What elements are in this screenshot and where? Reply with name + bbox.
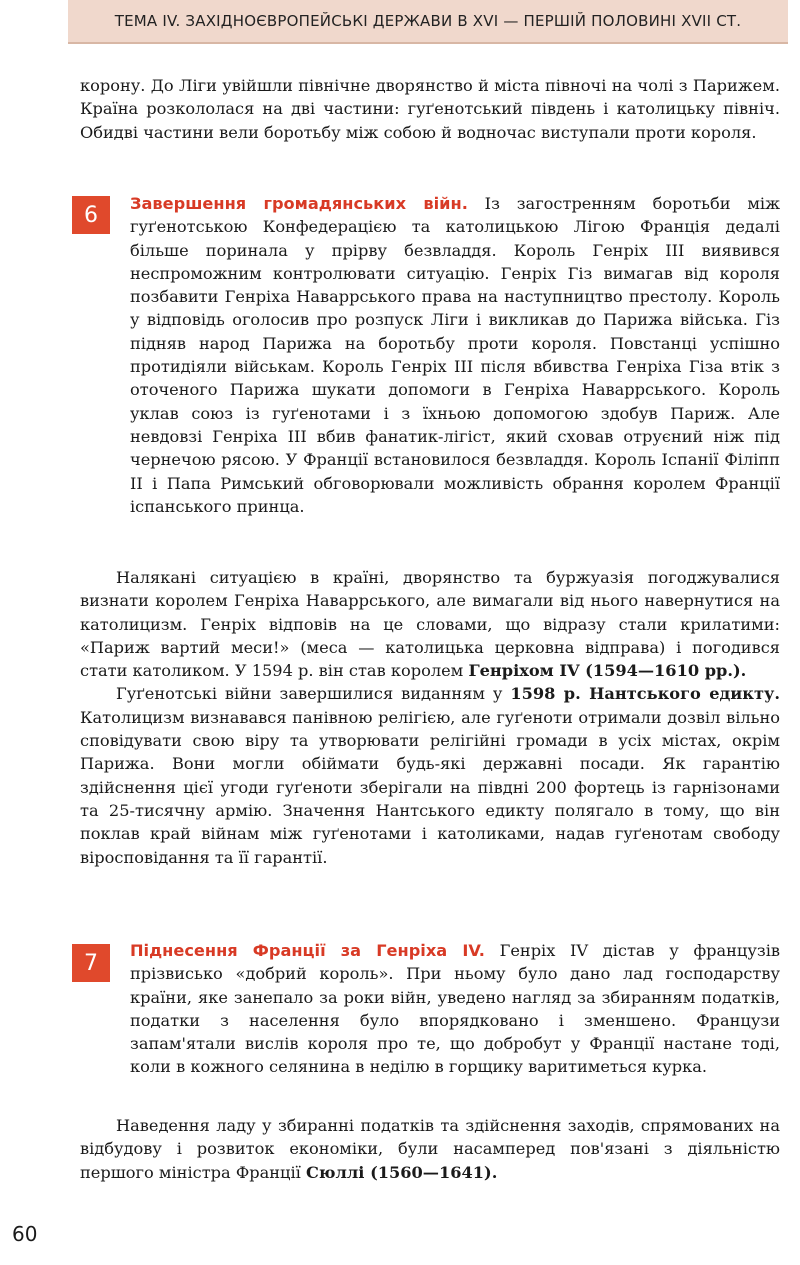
section-6-number: 6 <box>84 202 98 228</box>
henry-iv-reign: Генріхом IV (1594—1610 рр.). <box>468 661 747 681</box>
section-6-paragraph-3-text-a: Гуґенотські війни завершилися виданням у <box>116 684 503 704</box>
intro-paragraph-block <box>80 74 780 144</box>
section-7-paragraph-2 <box>80 1114 780 1184</box>
section-7-paragraph-1-text: Генріх IV дістав у французів прізвисько «добрий король». При ньому було дано лад господарству країни, яке занепало за роки війн, уведено нагляд за збиранням податків, податки з населення було впорядковано і зменшено. Французи запам'ятали вислів короля про те, що добробут у Франції настане тоді, коли в кожного селянина в неділю в горщику варитиметься курка. <box>130 941 780 1077</box>
section-6-paragraph-3 <box>80 682 780 868</box>
intro-paragraph: корону. До Ліги увійшли північне дворянство й міста півночі на чолі з Парижем. Країна розкололася на дві частини: гуґенотський південь і католицьку північ. Обидві частини вели боротьбу між собою й водночас виступали проти короля. <box>80 76 780 142</box>
section-6-paragraph-1-text: Із загостренням боротьби між гуґенотською Конфедерацією та католицькою Лігою Франція дедалі більше поринала у прірву безвладдя. Король Генріх III виявився неспроможним контролювати ситуацію. Генріх Гіз вимагав від короля позбавити Генріха Наваррського права на наступництво престолу. Король у відповідь оголосив про розпуск Ліги і викликав до Парижа війська. Гіз підняв народ Парижа на боротьбу проти короля. Повстанці успішно протидіяли військам. Король Генріх III після вбивства Генріха Гіза втік з оточеного Парижа шукати допомоги в Генріха Наваррського. Король уклав союз із гуґенотами і з їхньою допомогою здобув Париж. Але невдовзі Генріха III вбив фанатик-лігіст, який сховав отруєний ніж під чернечою рясою. У Франції встановилося безвладдя. Король Іспанії Філіпп II і Папа Римський обговорювали можливість обрання королем Франції іспанського принца. <box>130 194 780 516</box>
section-7-paragraph-2-text: Наведення ладу у збиранні податків та здійснення заходів, спрямованих на відбудову і розвиток економіки, були насамперед пов'язані з діяльністю першого міністра Франції <box>80 1116 780 1182</box>
sully-name: Сюллі (1560—1641). <box>305 1162 498 1182</box>
section-7-number: 7 <box>84 950 98 976</box>
section-6-heading: Завершення громадянських війн. <box>130 194 468 213</box>
section-6-paragraph-2 <box>80 566 780 682</box>
chapter-header <box>68 0 788 44</box>
section-6-paragraph-3-text-b: Католицизм визнавався панівною релігією, але гуґеноти отримали дозвіл вільно сповідувати свою віру та утворювати релігійні громади в усіх містах, окрім Парижа. Вони могли обіймати будь-які державні посади. Як гарантію здійснення цієї угоди гуґеноти зберігали на півдні 200 фортець із гарнізонами та 25-тисячну армію. Значення Нантського едикту полягало в тому, що він поклав край війнам між гуґенотами і католиками, надав гуґенотам свободу віросповідання та її гарантії. <box>80 707 780 867</box>
section-7-body <box>80 1114 780 1184</box>
section-7-number-badge <box>72 944 110 982</box>
section-7-paragraph-1 <box>130 939 780 1079</box>
section-6-body <box>80 566 780 869</box>
section-6-paragraph-1 <box>130 192 780 518</box>
edict-of-nantes: 1598 р. Нантського едикту. <box>510 684 781 704</box>
page-number: 60 <box>12 1222 38 1246</box>
section-6-paragraph-2-text: Налякані ситуацією в країні, дворянство та буржуазія погоджувалися визнати королем Генріха Наваррського, але вимагали від нього навернутися на католицизм. Генріх відповів на це словами, що відразу стали крилатими: «Париж вартий меси!» (меса — католицька церковна відправа) і погодився стати католиком. У 1594 р. він став королем <box>80 568 780 681</box>
chapter-title: ТЕМА IV. ЗАХІДНОЄВРОПЕЙСЬКІ ДЕРЖАВИ В XVI — ПЕРШІЙ ПОЛОВИНІ XVII СТ. <box>114 12 742 30</box>
section-7-lead <box>130 939 780 1079</box>
section-6-number-badge <box>72 196 110 234</box>
section-6-lead <box>130 192 780 518</box>
section-7-heading: Піднесення Франції за Генріха IV. <box>130 941 485 960</box>
